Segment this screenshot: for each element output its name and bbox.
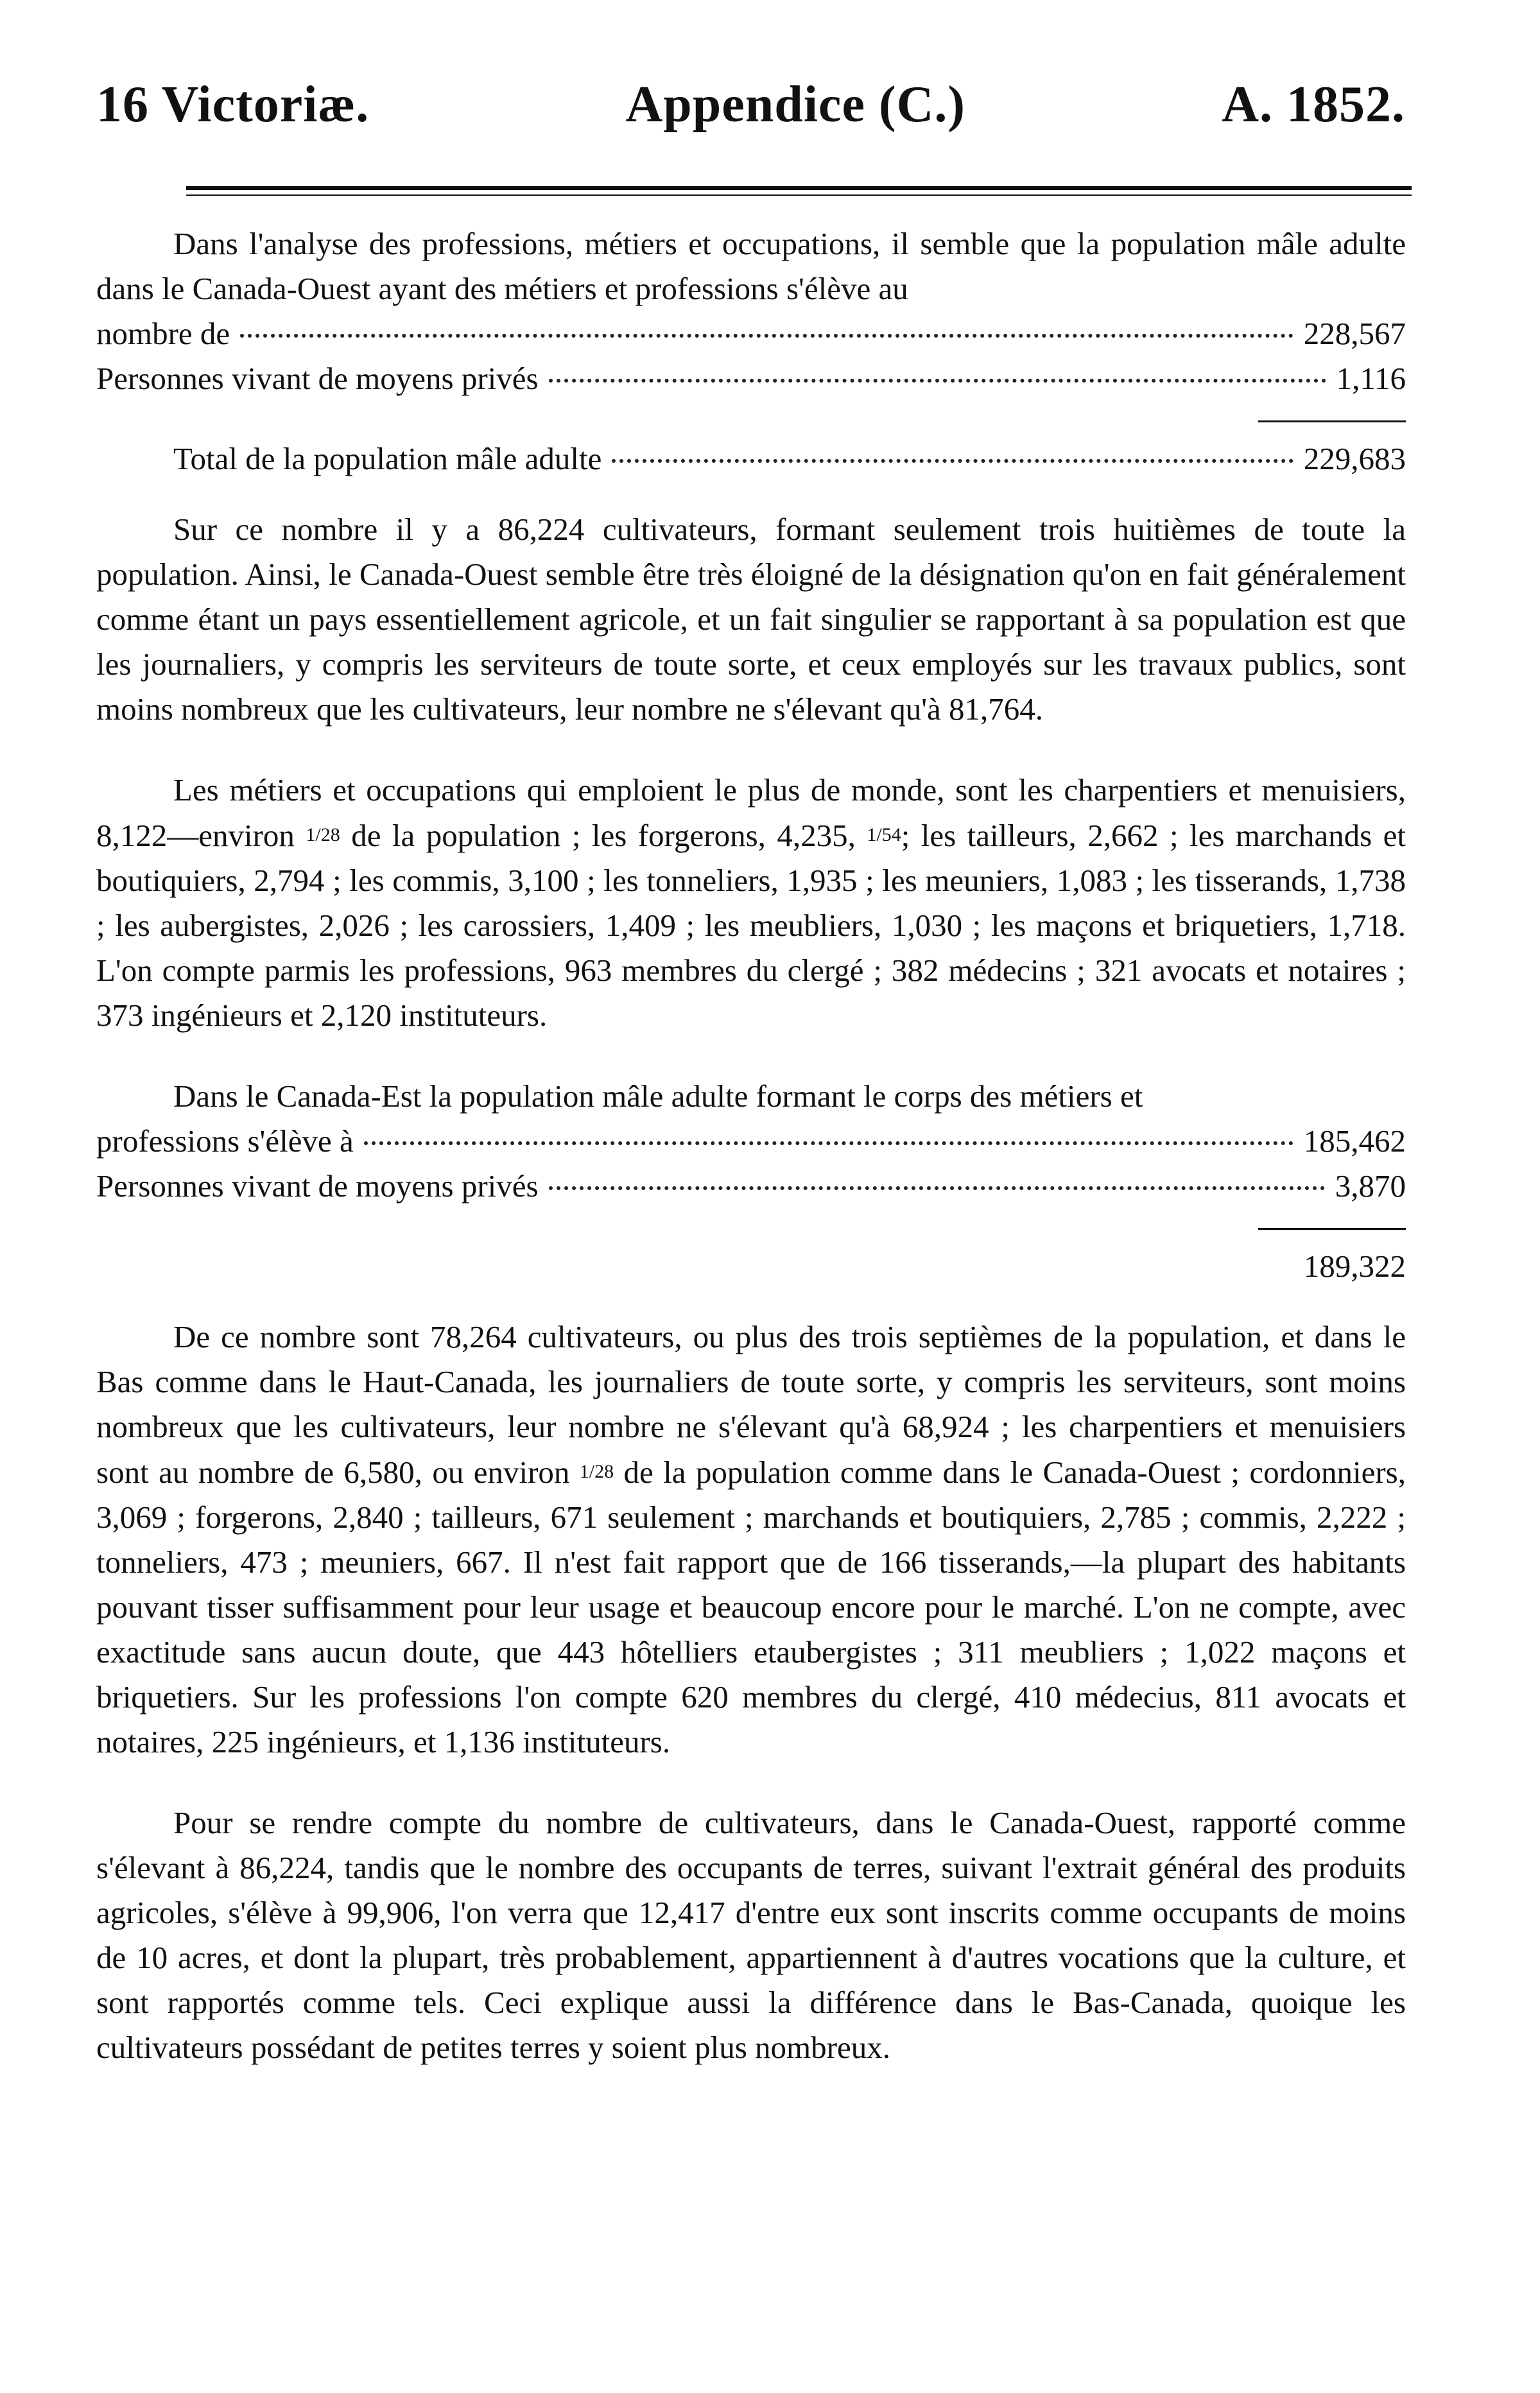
est-paragraph [96,1315,1406,1765]
est-metiers-label: professions s'élève à [96,1123,354,1159]
ouest-prives-value: 1,116 [1336,361,1406,396]
text-run: ; les tailleurs, 2,662 ; les marchands et boutiquiers, 2,794 ; les commis, 3,100 ; les tonneliers, 1,935 ; les meuniers, 1,083 ; les tisserands, 1,738 ; les aubergistes, 2,026 ; les carossiers, 1,409 ; les meubliers, 1,030 ; les maçons et briquetiers, 1,718. L'on compte parmis les professions, 963 membres du clergé ; 382 médecins ; 321 avocats et notaires ; 373 ingénieurs et 2,120 instituteurs. [96,818,1406,1033]
dot-leader [549,379,1326,383]
est-metiers-row [96,1119,1406,1164]
sum-rule [1258,420,1406,422]
text-run: de la population comme dans le Canada-Ouest ; cordonniers, 3,069 ; forgerons, 2,840 ; tailleurs, 671 seulement ; marchands et boutiquiers, 2,785 ; commis, 2,222 ; tonneliers, 473 ; meuniers, 667. Il n'est fait rapport que de 166 tisserands,—la plupart des habitants pouvant tisser suffisamment pour leur usage et beaucoup encore pour le marché. L'on ne compte, avec exactitude sans aucun doute, que 443 hôtelliers etaubergistes ; 311 meubliers ; 1,022 maçons et briquetiers. Sur les professions l'on compte 620 membres du clergé, 410 médecius, 811 avocats et notaires, 225 ingénieurs, et 1,136 instituteurs. [96,1455,1406,1759]
header-left: 16 Victoriæ. [96,76,370,133]
ouest-metiers-row [96,311,1406,356]
fraction: 1/54 [867,824,901,845]
fraction: 1/28 [579,1461,614,1482]
header-rule-thick [186,186,1412,190]
est-intro-paragraph: Dans le Canada-Est la population mâle adulte formant le corps des métiers et [173,1078,1143,1114]
dot-leader [549,1186,1325,1190]
sum-rule [1258,1228,1406,1230]
text-run: De ce nombre sont 78,264 cultivateurs, ou plus des trois septièmes de la population, et dans le Bas comme dans le Haut-Canada, les journaliers de toute sorte, y compris les serviteurs, sont moins nombreux que les cultivateurs, leur nombre ne s'élevant qu'à 68,924 ; les charpentiers et menuisiers sont au nombre de 6,580, ou environ [96,1319,1406,1490]
header-rule-thin [186,194,1412,196]
intro-paragraph: Dans l'analyse des professions, métiers et occupations, il semble que la population mâle adulte dans le Canada-Ouest ayant des métiers et professions s'élève au [96,226,1406,306]
est-prives-label: Personnes vivant de moyens privés [96,1168,539,1204]
ouest-metiers-label: nombre de [96,316,230,351]
running-header [96,76,1405,134]
header-center: Appendice (C.) [625,76,965,133]
ouest-prives-row [96,356,1406,401]
final-paragraph: Pour se rendre compte du nombre de cultivateurs, dans le Canada-Ouest, rapporté comme s'élevant à 86,224, tandis que le nombre des occupants de terres, suivant l'extrait général des produits agricoles, s'élève à 99,906, l'on verra que 12,417 d'entre eux sont inscrits comme occupants de moins de 10 acres, et dont la plupart, très probablement, appartiennent à d'autres vocations que la culture, et sont rapportés comme tels. Ceci explique aussi la différence dans le Bas-Canada, quoique les cultivateurs possédant de petites terres y soient plus nombreux. [96,1805,1406,2065]
metiers-ouest-paragraph [96,768,1406,1038]
ouest-prives-label: Personnes vivant de moyens privés [96,361,539,396]
ouest-total-label: Total de la population mâle adulte [173,441,602,476]
header-right: A. 1852. [1222,76,1405,133]
fraction: 1/28 [306,824,340,845]
cultivateurs-ouest-paragraph: Sur ce nombre il y a 86,224 cultivateurs, formant seulement trois huitièmes de toute la population. Ainsi, le Canada-Ouest semble être très éloigné de la désignation qu'on en fait généralement comme étant un pays essentiellement agricole, et un fait singulier se rapportant à sa population est que les journaliers, y compris les serviteurs de toute sorte, et ceux employés sur les travaux publics, sont moins nombreux que les cultivateurs, leur nombre ne s'élevant qu'à 81,764. [96,512,1406,727]
ouest-metiers-value: 228,567 [1303,316,1406,351]
body-text [96,221,1406,2070]
dot-leader [612,459,1293,463]
dot-leader [240,334,1293,338]
est-metiers-value: 185,462 [1303,1123,1406,1159]
text-run: Les métiers et occupations qui emploient le plus de monde, sont les charpentiers et menuisiers, 8,122—environ [96,772,1406,853]
est-total-value: 189,322 [1303,1248,1406,1284]
est-prives-row [96,1164,1406,1209]
est-prives-value: 3,870 [1335,1168,1406,1204]
ouest-total-value: 229,683 [1303,441,1406,476]
text-run: de la population ; les forgerons, 4,235, [351,818,856,853]
ouest-total-row [96,436,1406,481]
dot-leader [364,1141,1293,1145]
